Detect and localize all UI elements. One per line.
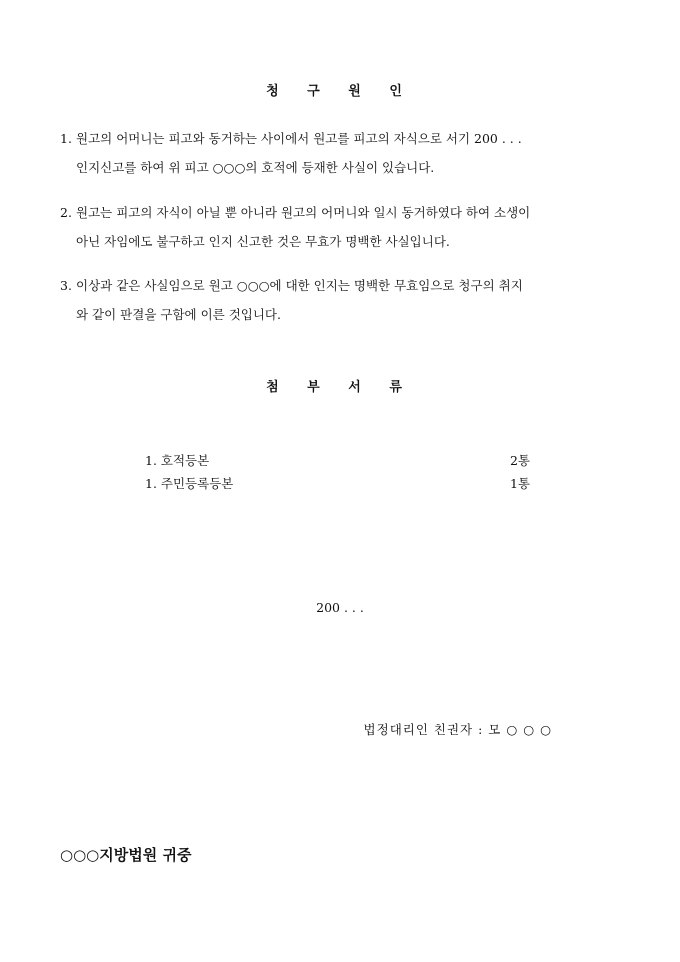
attachment-row <box>145 451 530 471</box>
cause-item-number: 3. <box>60 278 72 293</box>
cause-item-line: 와 같이 판결을 구함에 이른 것입니다. <box>76 307 281 322</box>
attachment-name: 1. 주민등록등본 <box>145 476 234 491</box>
document-date: 200 . . . <box>316 600 364 615</box>
cause-item-line: 원고는 피고의 자식이 아닐 뿐 아니라 원고의 어머니와 일시 동거하였다 하여 소생이 <box>76 205 531 220</box>
cause-item-line: 이상과 같은 사실임으로 원고 ○○○에 대한 인지는 명백한 무효임으로 청구의 취지 <box>76 278 523 293</box>
attachment-count: 1통 <box>509 476 530 491</box>
cause-item-1 <box>60 124 625 182</box>
attachment-count: 2통 <box>509 453 530 468</box>
cause-item-number: 2. <box>60 205 72 220</box>
cause-item-number: 1. <box>60 131 72 146</box>
cause-item-line: 원고의 어머니는 피고와 동거하는 사이에서 원고를 피고의 자식으로 서기 200 . . . <box>76 131 522 146</box>
attachment-row <box>145 474 530 494</box>
cause-item-line: 인지신고를 하여 위 피고 ○○○의 호적에 등재한 사실이 있습니다. <box>76 160 435 175</box>
court-addressee: ○○○지방법원 귀중 <box>60 846 192 864</box>
attachment-name: 1. 호적등본 <box>145 453 210 468</box>
cause-item-3 <box>60 271 625 329</box>
attachments-heading: 첨 부 서 류 <box>266 380 414 395</box>
cause-item-line: 아닌 자임에도 불구하고 인지 신고한 것은 무효가 명백한 사실입니다. <box>76 234 450 249</box>
cause-heading: 청 구 원 인 <box>266 84 414 99</box>
cause-item-2 <box>60 198 625 256</box>
legal-representative: 법정대리인 친권자 : 모 ○ ○ ○ <box>363 722 552 737</box>
